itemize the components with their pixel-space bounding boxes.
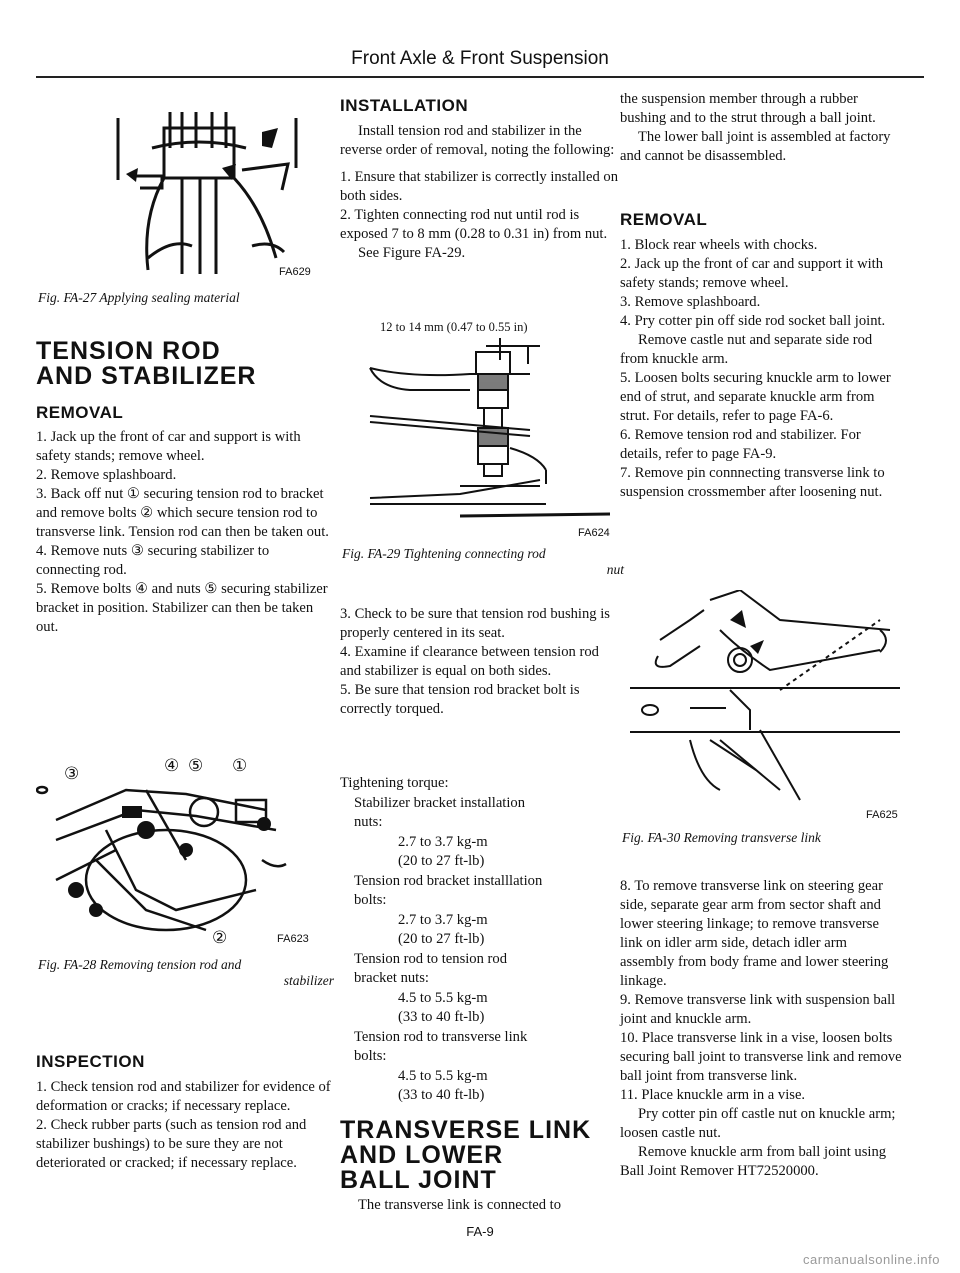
step: 4. Remove nuts ③ securing stabilizer to connecting rod. bbox=[36, 543, 270, 578]
torque-item bbox=[340, 794, 622, 872]
step: 2. Remove splashboard. bbox=[36, 467, 177, 483]
installation-steps-continued bbox=[340, 605, 622, 719]
page-number: FA-9 bbox=[466, 1224, 494, 1239]
removal-steps bbox=[36, 428, 332, 637]
step: 1. Check tension rod and stabilizer for evidence of deformation or cracks; if necessary replace. bbox=[36, 1079, 331, 1114]
paragraph: The lower ball joint is assembled at factory and cannot be disassembled. bbox=[620, 129, 891, 164]
torque-value: 2.7 to 3.7 kg-m bbox=[398, 833, 488, 850]
installation-heading: INSTALLATION bbox=[340, 96, 469, 115]
figure-caption bbox=[38, 957, 334, 989]
heading-line: AND LOWER bbox=[340, 1141, 504, 1169]
torque-label: bracket nuts: bbox=[354, 970, 429, 986]
step: 4. Examine if clearance between tension rod and stabilizer is equal on both sides. bbox=[340, 644, 599, 679]
step: 5. Loosen bolts securing knuckle arm to lower end of strut, and separate knuckle arm from strut. For details, refer to page FA-6. bbox=[620, 370, 891, 424]
torque-value: (33 to 40 ft-lb) bbox=[398, 1009, 485, 1025]
torque-value: 4.5 to 5.5 kg-m bbox=[398, 1067, 488, 1084]
torque-label: Stabilizer bracket installation bbox=[354, 794, 526, 811]
torque-value: (33 to 40 ft-lb) bbox=[398, 1087, 485, 1103]
callout-3: ③ bbox=[64, 764, 80, 783]
step: 8. To remove transverse link on steering gear side, separate gear arm from sector shaft and lower steering linkage; to remove transverse link on idler arm side, detach idler arm assembly from body frame and lower steering linkage. bbox=[620, 878, 889, 989]
torque-item bbox=[340, 872, 622, 950]
torque-label: bolts: bbox=[354, 892, 387, 908]
caption-line: Fig. FA-29 Tightening connecting rod bbox=[342, 546, 546, 561]
transverse-link-heading bbox=[340, 1118, 591, 1193]
caption-line: nut bbox=[606, 562, 624, 577]
step: 3. Check to be sure that tension rod bushing is properly centered in its seat. bbox=[340, 606, 610, 641]
step: 10. Place transverse link in a vise, loosen bolts securing ball joint to transverse link and remove ball joint from transverse link. bbox=[620, 1030, 902, 1084]
inspection-steps bbox=[36, 1078, 332, 1173]
caption-line: Fig. FA-28 Removing tension rod and bbox=[38, 957, 242, 972]
heading-line: BALL JOINT bbox=[340, 1166, 497, 1194]
step: 1. Jack up the front of car and support is with safety stands; remove wheel. bbox=[36, 429, 301, 464]
step: 5. Remove bolts ④ and nuts ⑤ securing stabilizer bracket in position. Stabilizer can then be taken out. bbox=[36, 581, 328, 635]
inspection-heading: INSPECTION bbox=[36, 1052, 145, 1071]
figure-fa30-illustration bbox=[630, 590, 910, 820]
step: 1. Block rear wheels with chocks. bbox=[620, 237, 818, 253]
heading-line: AND STABILIZER bbox=[36, 362, 257, 390]
dimension-label: 12 to 14 mm (0.47 to 0.55 in) bbox=[380, 320, 528, 334]
figure-code: FA625 bbox=[866, 809, 898, 821]
figure-fa28-illustration bbox=[36, 760, 296, 950]
callout-5: ⑤ bbox=[188, 756, 204, 775]
tension-rod-heading bbox=[36, 339, 256, 389]
step: 3. Remove splashboard. bbox=[620, 294, 761, 310]
intro-text bbox=[620, 90, 904, 166]
torque-title: Tightening torque: bbox=[340, 775, 449, 791]
torque-item bbox=[340, 950, 622, 1028]
paragraph: Install tension rod and stabilizer in the reverse order of removal, noting the following: bbox=[340, 123, 615, 158]
step: 9. Remove transverse link with suspension ball joint and knuckle arm. bbox=[620, 992, 896, 1027]
caption-line: stabilizer bbox=[283, 973, 334, 988]
heading-line: TENSION ROD bbox=[36, 337, 221, 365]
paragraph: Remove knuckle arm from ball joint using Ball Joint Remover HT72520000. bbox=[620, 1144, 887, 1179]
figure-code: FA624 bbox=[578, 527, 610, 539]
removal-heading: REMOVAL bbox=[620, 210, 708, 229]
torque-label: bolts: bbox=[354, 1048, 387, 1064]
figure-code: FA629 bbox=[279, 266, 311, 278]
torque-value: 2.7 to 3.7 kg-m bbox=[398, 911, 488, 928]
torque-label: Tension rod to transverse link bbox=[354, 1028, 528, 1045]
paragraph: the suspension member through a rubber bushing and to the strut through a ball joint. bbox=[620, 91, 876, 126]
callout-1: ① bbox=[232, 756, 248, 775]
figure-fa29-illustration bbox=[350, 338, 620, 518]
callout-4: ④ bbox=[164, 756, 180, 775]
paragraph: Pry cotter pin off castle nut on knuckle arm; loosen castle nut. bbox=[620, 1106, 896, 1141]
torque-value: (20 to 27 ft-lb) bbox=[398, 853, 485, 869]
torque-item bbox=[340, 1028, 622, 1106]
step: 6. Remove tension rod and stabilizer. For details, refer to page FA-9. bbox=[620, 427, 861, 462]
step: 2. Jack up the front of car and support it with safety stands; remove wheel. bbox=[620, 256, 884, 291]
paragraph: Remove castle nut and separate side rod from knuckle arm. bbox=[620, 332, 873, 367]
step: 2. Check rubber parts (such as tension rod and stabilizer bushings) to be sure they are not deteriorated or cracked; if necessary replace. bbox=[36, 1117, 307, 1171]
torque-table bbox=[340, 774, 622, 1106]
page-header: Front Axle & Front Suspension bbox=[351, 48, 609, 69]
removal-heading: REMOVAL bbox=[36, 403, 124, 422]
step: 3. Back off nut ① securing tension rod to bracket and remove bolts ② which secure tension rod to transverse link. Tension rod can then be taken out. bbox=[36, 486, 329, 540]
removal-steps-continued bbox=[620, 877, 904, 1181]
torque-value: (20 to 27 ft-lb) bbox=[398, 931, 485, 947]
torque-value: 4.5 to 5.5 kg-m bbox=[398, 989, 488, 1006]
paragraph: The transverse link is connected to bbox=[358, 1197, 562, 1213]
figure-fa27-illustration bbox=[112, 108, 302, 276]
step: 1. Ensure that stabilizer is correctly installed on both sides. bbox=[340, 169, 619, 204]
figure-caption: Fig. FA-27 Applying sealing material bbox=[38, 290, 240, 305]
paragraph: See Figure FA-29. bbox=[358, 245, 466, 261]
watermark: carmanualsonline.info bbox=[803, 1252, 940, 1267]
torque-label: Tension rod to tension rod bbox=[354, 950, 508, 967]
torque-label: Tension rod bracket installlation bbox=[354, 872, 543, 889]
figure-code: FA623 bbox=[277, 933, 309, 945]
heading-line: TRANSVERSE LINK bbox=[340, 1116, 592, 1144]
callout-2: ② bbox=[212, 928, 228, 947]
figure-caption: Fig. FA-30 Removing transverse link bbox=[622, 830, 821, 845]
step: 2. Tighten connecting rod nut until rod is exposed 7 to 8 mm (0.28 to 0.31 in) from nut. bbox=[340, 207, 608, 242]
step: 4. Pry cotter pin off side rod socket ball joint. bbox=[620, 313, 886, 329]
step: 5. Be sure that tension rod bracket bolt is correctly torqued. bbox=[340, 682, 580, 717]
step: 11. Place knuckle arm in a vise. bbox=[620, 1087, 806, 1103]
installation-text bbox=[340, 122, 622, 263]
header-rule bbox=[36, 76, 924, 78]
figure-caption bbox=[342, 546, 624, 578]
removal-steps bbox=[620, 236, 904, 502]
step: 7. Remove pin connnecting transverse link to suspension crossmember after loosening nut. bbox=[620, 465, 885, 500]
torque-label: nuts: bbox=[354, 814, 383, 830]
